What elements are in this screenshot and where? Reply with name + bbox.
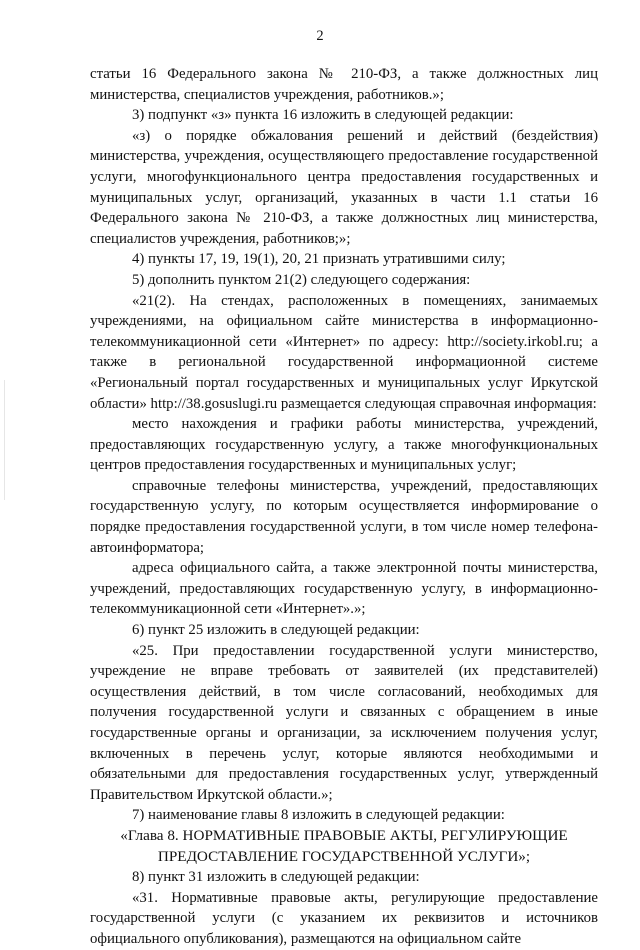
paragraph: «25. При предоставлении государственной услуги министерство, учреждение не вправе требовать от заявителей (их представителей) осуществления действий, в том числе согласований, необходимых для получения государственной услуги и связанных с обращением в иные государственные органы и организации, за исключением получения услуг, включенных в перечень услуг, которые являются необходимыми и обязательными для предоставления государственных услуг, утвержденный Правительством Иркутской области.»; [90, 642, 598, 803]
paragraph: 7) наименование главы 8 изложить в следующей редакции: [132, 807, 505, 824]
paragraph: 4) пункты 17, 19, 19(1), 20, 21 признать утратившими силу; [132, 251, 506, 268]
paragraph: место нахождения и графики работы министерства, учреждений, предоставляющих государственную услугу, а также многофункциональных центров предоставления государственных и муниципальных услуг; [90, 416, 598, 474]
paragraph: 8) пункт 31 изложить в следующей редакции: [132, 869, 420, 886]
paragraph: 5) дополнить пунктом 21(2) следующего содержания: [132, 271, 471, 288]
paragraph: «з) о порядке обжалования решений и действий (бездействия) министерства, учреждения, осуществляющего предоставление государственной услуги, многофункционального центра предоставления государственных и муниципальных услуг, организаций, указанных в части 1.1 статьи 16 Федерального закона № 210-ФЗ, а также должностных лиц министерства, специалистов учреждения, работников;»; [90, 127, 598, 247]
paragraph: «31. Нормативные правовые акты, регулирующие предоставление государственной услуги (с указанием их реквизитов и источников официального опубликования), размещаются на официальном сайте [90, 889, 598, 947]
chapter-title: «Глава 8. НОРМАТИВНЫЕ ПРАВОВЫЕ АКТЫ, РЕГУЛИРУЮЩИЕ ПРЕДОСТАВЛЕНИЕ ГОСУДАРСТВЕННОЙ УСЛУГИ» [120, 826, 568, 865]
chapter-suffix: ; [525, 847, 531, 865]
paragraph: адреса официального сайта, а также электронной почты министерства, учреждений, предоставляющих государственную услугу, в информационно-телекоммуникационной сети «Интернет».»; [90, 560, 598, 618]
paragraph: справочные телефоны министерства, учреждений, предоставляющих государственную услугу, по которым осуществляется информирование о порядке предоставления государственной услуги, в том числе номер телефона-автоинформатора; [90, 477, 598, 556]
document-body [90, 64, 598, 950]
paragraph: 3) подпункт «з» пункта 16 изложить в следующей редакции: [132, 107, 514, 124]
page-number: 2 [316, 28, 324, 44]
scan-margin-mark [4, 380, 5, 500]
paragraph: статьи 16 Федерального закона № 210-ФЗ, а также должностных лиц министерства, специалистов учреждения, работников.»; [90, 66, 598, 103]
paragraph: «21(2). На стендах, расположенных в помещениях, занимаемых учреждениями, на официальном сайте министерства в информационно-телекоммуникационной сети «Интернет» по адресу: http://society.irkobl.ru; а также в региональной государственной информационной системе «Региональный портал государственных и муниципальных услуг Иркутской области» http://38.gosuslugi.ru размещается следующая справочная информация: [90, 292, 598, 412]
paragraph: 6) пункт 25 изложить в следующей редакции: [132, 622, 420, 639]
chapter-heading [90, 826, 598, 867]
